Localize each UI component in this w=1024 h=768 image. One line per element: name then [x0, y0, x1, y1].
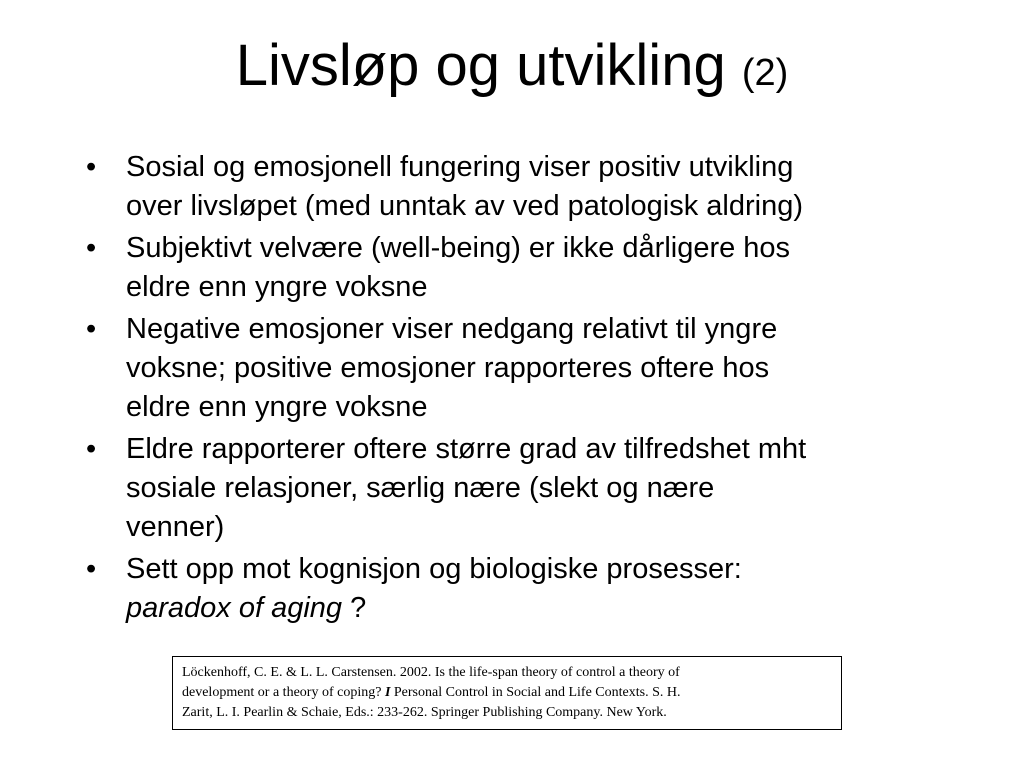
bullet-line: sosiale relasjoner, særlig nære (slekt og nære — [126, 472, 715, 504]
bullet-trailing: ? — [342, 592, 367, 624]
bullet-text — [126, 310, 966, 427]
bullet-list — [86, 148, 966, 631]
bullet-marker: • — [86, 232, 97, 264]
reference-text: development or a theory of coping? — [182, 685, 385, 700]
bullet-item — [86, 148, 966, 226]
bullet-line: Subjektivt velvære (well-being) er ikke dårligere hos — [126, 232, 791, 264]
bullet-line: Sett opp mot kognisjon og biologiske prosesser: — [126, 553, 742, 585]
reference-text: Personal Control in Social and Life Contexts. S. H. — [390, 685, 681, 700]
slide-title-suffix: (2) — [741, 52, 789, 94]
bullet-text — [126, 430, 966, 547]
slide-title — [0, 30, 1024, 109]
bullet-line: voksne; positive emosjoner rapporteres oftere hos — [126, 352, 770, 384]
bullet-item — [86, 550, 966, 628]
bullet-marker: • — [86, 553, 97, 585]
reference-emphasis: I — [384, 685, 391, 700]
bullet-line: Negative emosjoner viser nedgang relativt til yngre — [126, 313, 778, 345]
bullet-marker: • — [86, 313, 97, 345]
bullet-line: Sosial og emosjonell fungering viser positiv utvikling — [126, 151, 794, 183]
bullet-line: venner) — [126, 511, 225, 543]
bullet-line: eldre enn yngre voksne — [126, 271, 428, 303]
bullet-emphasis: paradox of aging — [126, 592, 343, 624]
reference-line: Zarit, L. I. Pearlin & Schaie, Eds.: 233-262. Springer Publishing Company. New York. — [182, 705, 667, 720]
bullet-line: over livsløpet (med unntak av ved patologisk aldring) — [126, 190, 803, 222]
bullet-text — [126, 550, 966, 628]
bullet-marker: • — [86, 433, 97, 465]
reference-line — [182, 683, 832, 703]
reference-line: Löckenhoff, C. E. & L. L. Carstensen. 2002. Is the life-span theory of control a theory of — [182, 665, 680, 680]
bullet-text — [126, 229, 966, 307]
bullet-line — [126, 589, 966, 628]
bullet-item — [86, 310, 966, 427]
slide-title-text: Livsløp og utvikling — [235, 33, 726, 98]
bullet-item — [86, 430, 966, 547]
bullet-text — [126, 148, 966, 226]
bullet-line: eldre enn yngre voksne — [126, 391, 428, 423]
reference-box — [172, 656, 842, 730]
bullet-item — [86, 229, 966, 307]
bullet-marker: • — [86, 151, 97, 183]
bullet-line: Eldre rapporterer oftere større grad av tilfredshet mht — [126, 433, 807, 465]
